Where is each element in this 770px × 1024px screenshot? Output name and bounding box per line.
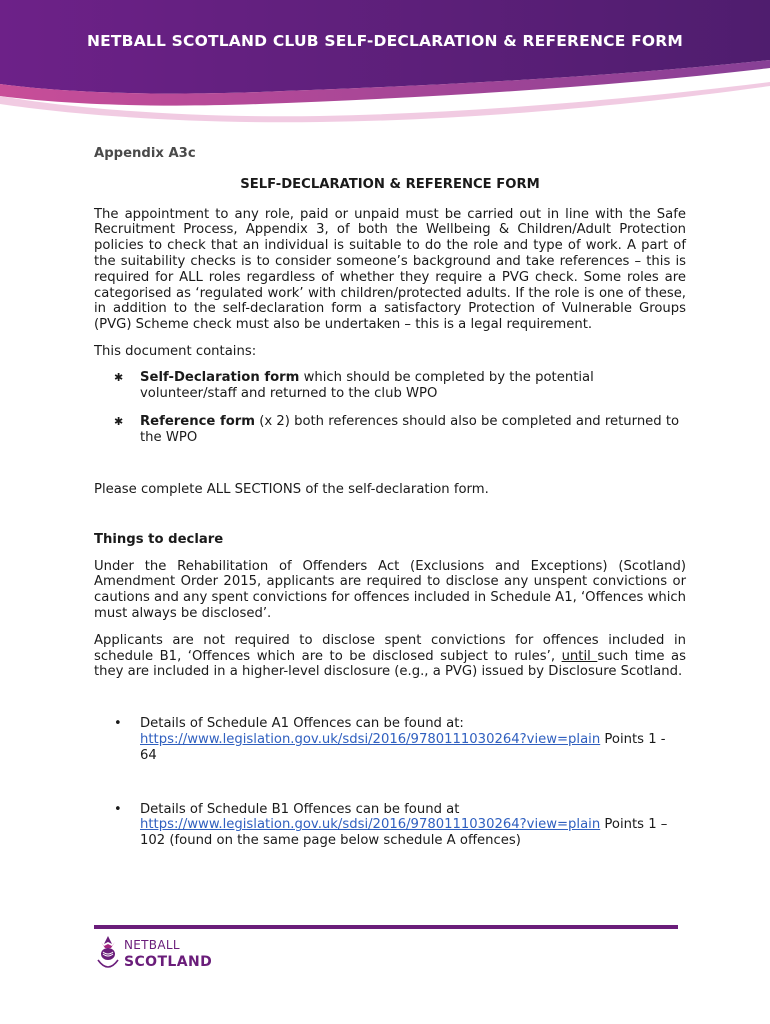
schedule-trail: Points 1 – 102 (found on the same page below schedule A offences) [140, 817, 668, 849]
list-item-text: which should be completed by the potential volunteer/staff and returned to the club WPO [140, 369, 594, 401]
schedule-b1-link[interactable]: https://www.legislation.gov.uk/sdsi/2016/9780111030264?view=plain [140, 817, 601, 833]
contains-label: This document contains: [94, 343, 257, 359]
schedule-lead: Details of Schedule B1 Offences can be found at [140, 801, 460, 817]
form-heading: SELF-DECLARATION & REFERENCE FORM [240, 176, 540, 192]
list-item [94, 802, 686, 849]
footer-divider [94, 925, 678, 929]
contains-list [94, 370, 686, 446]
list-item [94, 370, 686, 402]
declare-paragraph-2 [94, 633, 686, 680]
list-item [94, 414, 686, 446]
declare-paragraph-1: Under the Rehabilitation of Offenders Act (Exclusions and Exceptions) (Scotland) Amendment Order 2015, applicants are required to disclose any unspent convictions or cautions and any spent convictions for offences included in Schedule A1, ‘Offences which must always be disclosed’. [94, 558, 686, 621]
list-item-bold: Reference form [140, 414, 256, 430]
declare-text-before: Applicants are not required to disclose spent convictions for offences included in schedule B1, ‘Offences which are to be disclosed subject to rules’, [94, 632, 686, 664]
declare-underlined-word: until [561, 648, 598, 664]
document-body [94, 146, 686, 862]
schedule-lead: Details of Schedule A1 Offences can be found at: [140, 716, 464, 732]
logo-text-netball: NETBALL [124, 938, 180, 952]
schedule-trail: Points 1 - 64 [140, 731, 666, 763]
schedule-a1-link[interactable]: https://www.legislation.gov.uk/sdsi/2016/9780111030264?view=plain [140, 731, 601, 747]
logo-text-scotland: SCOTLAND [124, 954, 213, 970]
header-banner [0, 0, 770, 130]
thistle-icon [94, 934, 122, 974]
page-header-title: NETBALL SCOTLAND CLUB SELF-DECLARATION & REFERENCE FORM [86, 32, 684, 50]
bullet-icon: • [114, 801, 122, 817]
appendix-label: Appendix A3c [94, 146, 196, 161]
bullet-icon: • [114, 716, 122, 732]
intro-paragraph: The appointment to any role, paid or unpaid must be carried out in line with the Safe Recruitment Process, Appendix 3, of both the Wellbeing & Children/Adult Protection policies to check that an individual is suitable to do the role and type of work. A part of the suitability checks is to consider someone’s background and take references – this is required for ALL roles regardless of whether they require a PVG check. Some roles are categorised as ‘regulated work’ with children/protected adults. If the role is one of these, in addition to the self-declaration form a satisfactory Protection of Vulnerable Groups (PVG) Scheme check must also be undertaken – this is a legal requirement. [94, 206, 686, 333]
things-to-declare-heading: Things to declare [94, 531, 224, 547]
list-item-bold: Self-Declaration form [140, 369, 300, 385]
declare-text-after: such time as they are included in a higher-level disclosure (e.g., a PVG) issued by Disclosure Scotland. [94, 648, 687, 680]
schedule-list [94, 716, 686, 849]
bullet-icon: ✱ [114, 370, 124, 384]
list-item [94, 716, 686, 763]
list-item-text: (x 2) both references should also be completed and returned to the WPO [140, 414, 680, 446]
netball-scotland-logo [94, 934, 234, 974]
bullet-icon: ✱ [114, 415, 124, 429]
complete-note: Please complete ALL SECTIONS of the self-declaration form. [94, 481, 489, 497]
